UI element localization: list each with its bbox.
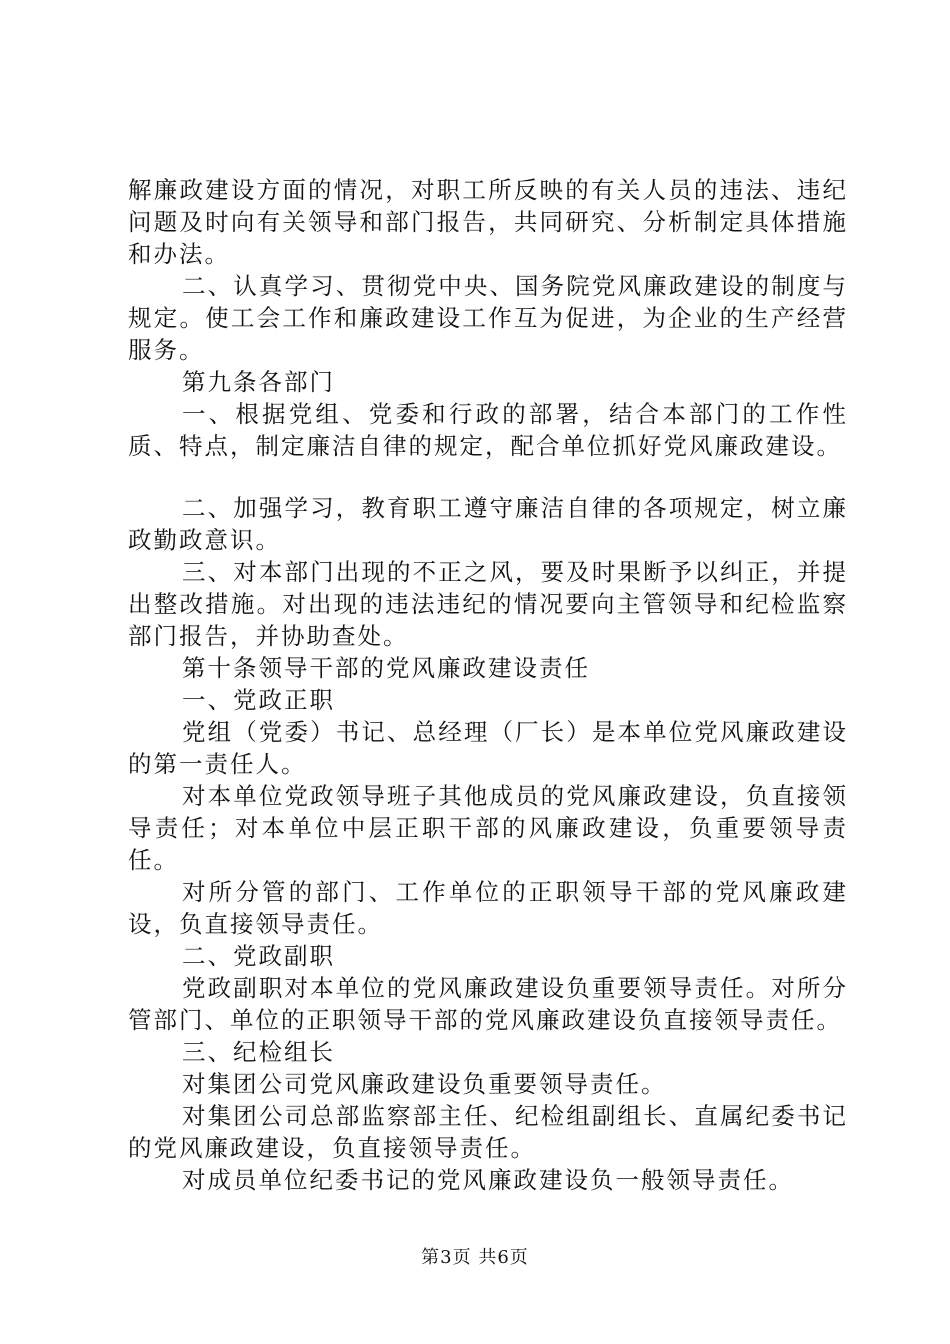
paragraph-study-regulations: 二、认真学习、贯彻党中央、国务院党风廉政建设的制度与规定。使工会工作和廉政建设工作互为促进，为企业的生产经营服务。 [128, 272, 848, 364]
section-discipline-leader: 三、纪检组长 [182, 1038, 335, 1066]
document-body [128, 174, 848, 1196]
paragraph-correct-misconduct: 三、对本部门出现的不正之风，要及时果断予以纠正，并提出整改措施。对出现的违法违纪的情况要向主管领导和纪检监察部门报告，并协助查处。 [128, 558, 848, 650]
paragraph-supervision-responsibility: 对集团公司总部监察部主任、纪检组副组长、直属纪委书记的党风廉政建设，负直接领导责任。 [128, 1102, 848, 1162]
paragraph-department-rules: 一、根据党组、党委和行政的部署，结合本部门的工作性质、特点，制定廉洁自律的规定，配合单位抓好党风廉政建设。 [128, 400, 848, 460]
article-ten-heading: 第十条领导干部的党风廉政建设责任 [182, 654, 590, 682]
article-nine-heading: 第九条各部门 [182, 368, 335, 396]
paragraph-first-responsible-person: 党组（党委）书记、总经理（厂长）是本单位党风廉政建设的第一责任人。 [128, 718, 848, 778]
paragraph-continuation: 解廉政建设方面的情况，对职工所反映的有关人员的违法、违纪问题及时向有关领导和部门报告，共同研究、分析制定具体措施和办法。 [128, 176, 848, 268]
paragraph-leadership-team-responsibility: 对本单位党政领导班子其他成员的党风廉政建设，负直接领导责任；对本单位中层正职干部的风廉政建设，负重要领导责任。 [128, 782, 848, 874]
page-number-footer: 第3页 共6页 [421, 1247, 529, 1268]
paragraph-gap [128, 462, 848, 492]
paragraph-group-responsibility: 对集团公司党风廉政建设负重要领导责任。 [182, 1070, 667, 1098]
paragraph-managed-departments: 对所分管的部门、工作单位的正职领导干部的党风廉政建设，负直接领导责任。 [128, 878, 848, 938]
paragraph-member-units-responsibility: 对成员单位纪委书记的党风廉政建设负一般领导责任。 [182, 1166, 794, 1194]
section-party-government-head: 一、党政正职 [182, 686, 335, 714]
paragraph-strengthen-study: 二、加强学习，教育职工遵守廉洁自律的各项规定，树立廉政勤政意识。 [128, 494, 848, 554]
section-deputy-head: 二、党政副职 [182, 942, 335, 970]
paragraph-deputy-responsibility: 党政副职对本单位的党风廉政建设负重要领导责任。对所分管部门、单位的正职领导干部的党风廉政建设负直接领导责任。 [128, 974, 848, 1034]
